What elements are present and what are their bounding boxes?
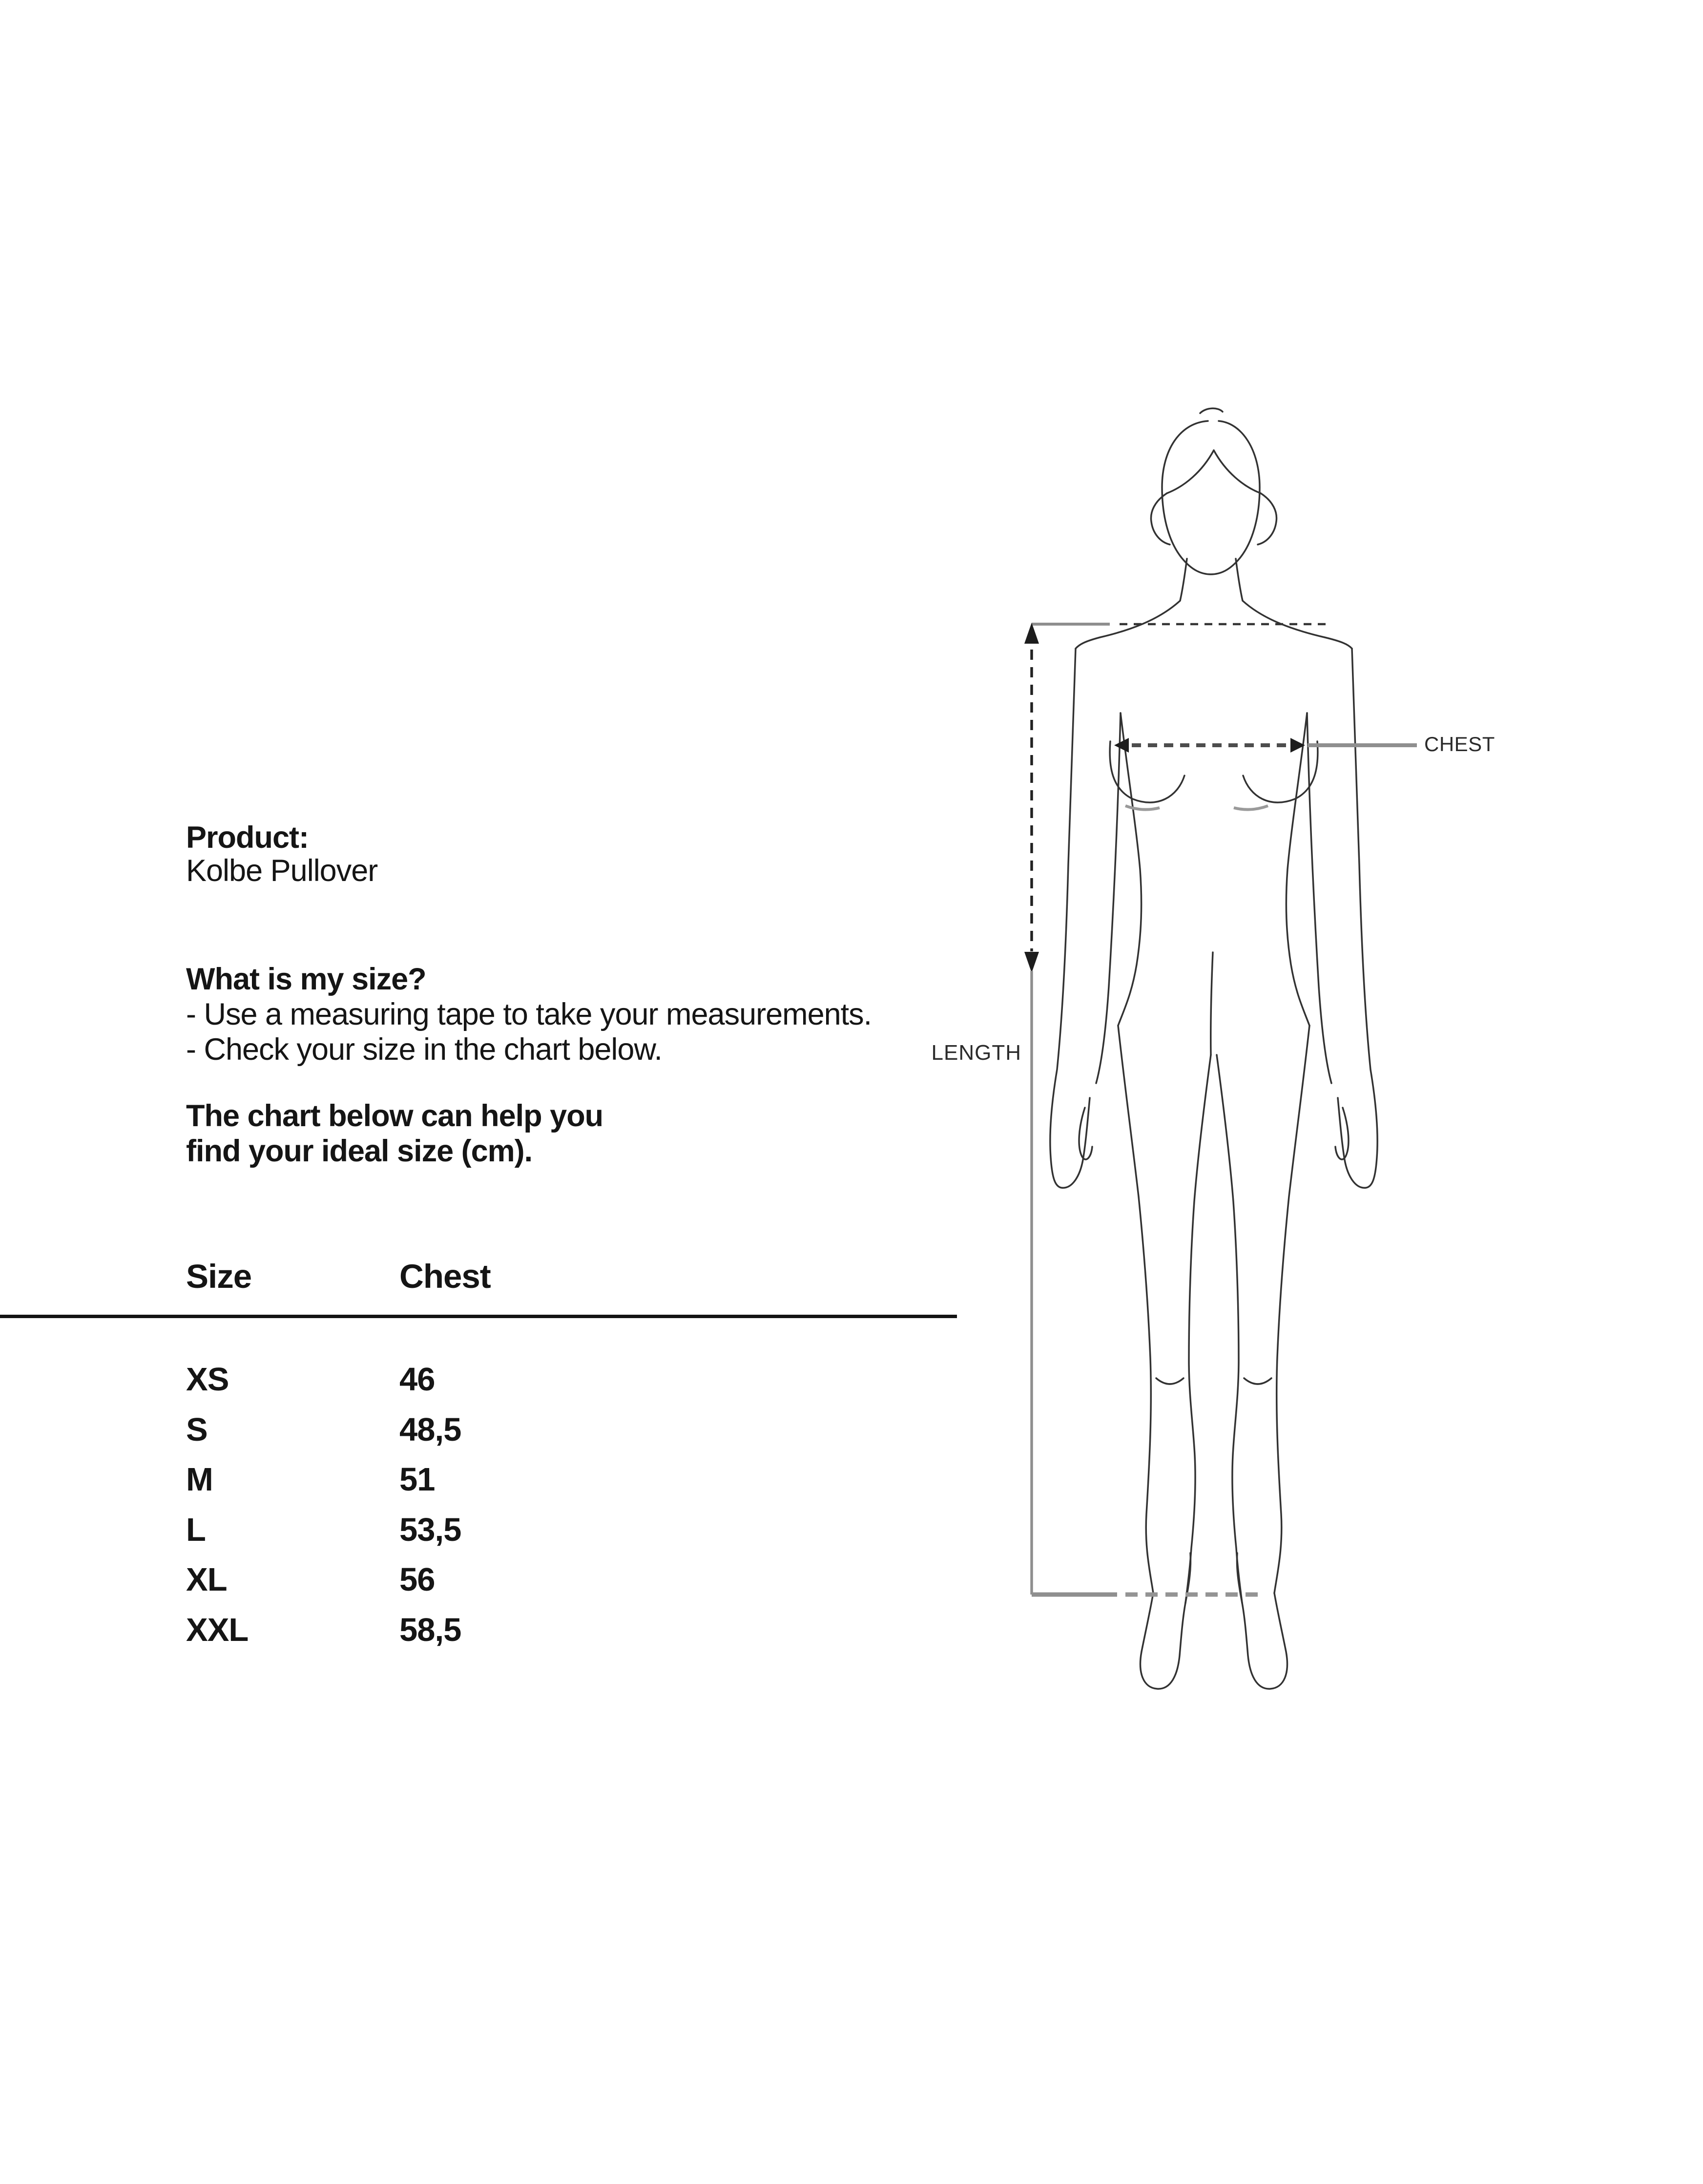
size-cell: M bbox=[186, 1461, 213, 1498]
table-divider bbox=[0, 1315, 957, 1318]
size-cell: XS bbox=[186, 1361, 229, 1398]
size-column-header: Size bbox=[186, 1258, 252, 1295]
product-name: Kolbe Pullover bbox=[186, 854, 378, 888]
size-cell: XXL bbox=[186, 1612, 249, 1648]
size-cell: S bbox=[186, 1411, 208, 1448]
chest-label: CHEST bbox=[1424, 733, 1495, 756]
size-question-heading: What is my size? bbox=[186, 962, 426, 996]
chart-note-line-2: find your ideal size (cm). bbox=[186, 1134, 533, 1168]
chest-cell: 51 bbox=[399, 1461, 435, 1498]
instruction-line-2: - Check your size in the chart below. bbox=[186, 1032, 662, 1067]
chest-measure-line bbox=[1114, 738, 1417, 753]
size-cell: L bbox=[186, 1512, 206, 1548]
product-label: Product: bbox=[186, 820, 309, 855]
measurement-figure bbox=[903, 376, 1538, 1709]
chest-cell: 48,5 bbox=[399, 1411, 461, 1448]
chart-note-line-1: The chart below can help you bbox=[186, 1099, 603, 1133]
chest-cell: 58,5 bbox=[399, 1612, 461, 1648]
size-cell: XL bbox=[186, 1561, 227, 1598]
chest-cell: 46 bbox=[399, 1361, 435, 1398]
arrow-down-icon bbox=[1024, 952, 1039, 973]
arrow-up-icon bbox=[1024, 623, 1039, 644]
underbust-marks bbox=[1125, 806, 1268, 810]
length-measure-line bbox=[1024, 623, 1328, 1595]
length-label: LENGTH bbox=[931, 1041, 1021, 1065]
chest-cell: 53,5 bbox=[399, 1512, 461, 1548]
chest-cell: 56 bbox=[399, 1561, 435, 1598]
arrow-left-icon bbox=[1114, 738, 1129, 753]
instruction-line-1: - Use a measuring tape to take your measurements. bbox=[186, 997, 872, 1031]
body-illustration bbox=[1050, 408, 1377, 1689]
chest-column-header: Chest bbox=[399, 1258, 491, 1295]
